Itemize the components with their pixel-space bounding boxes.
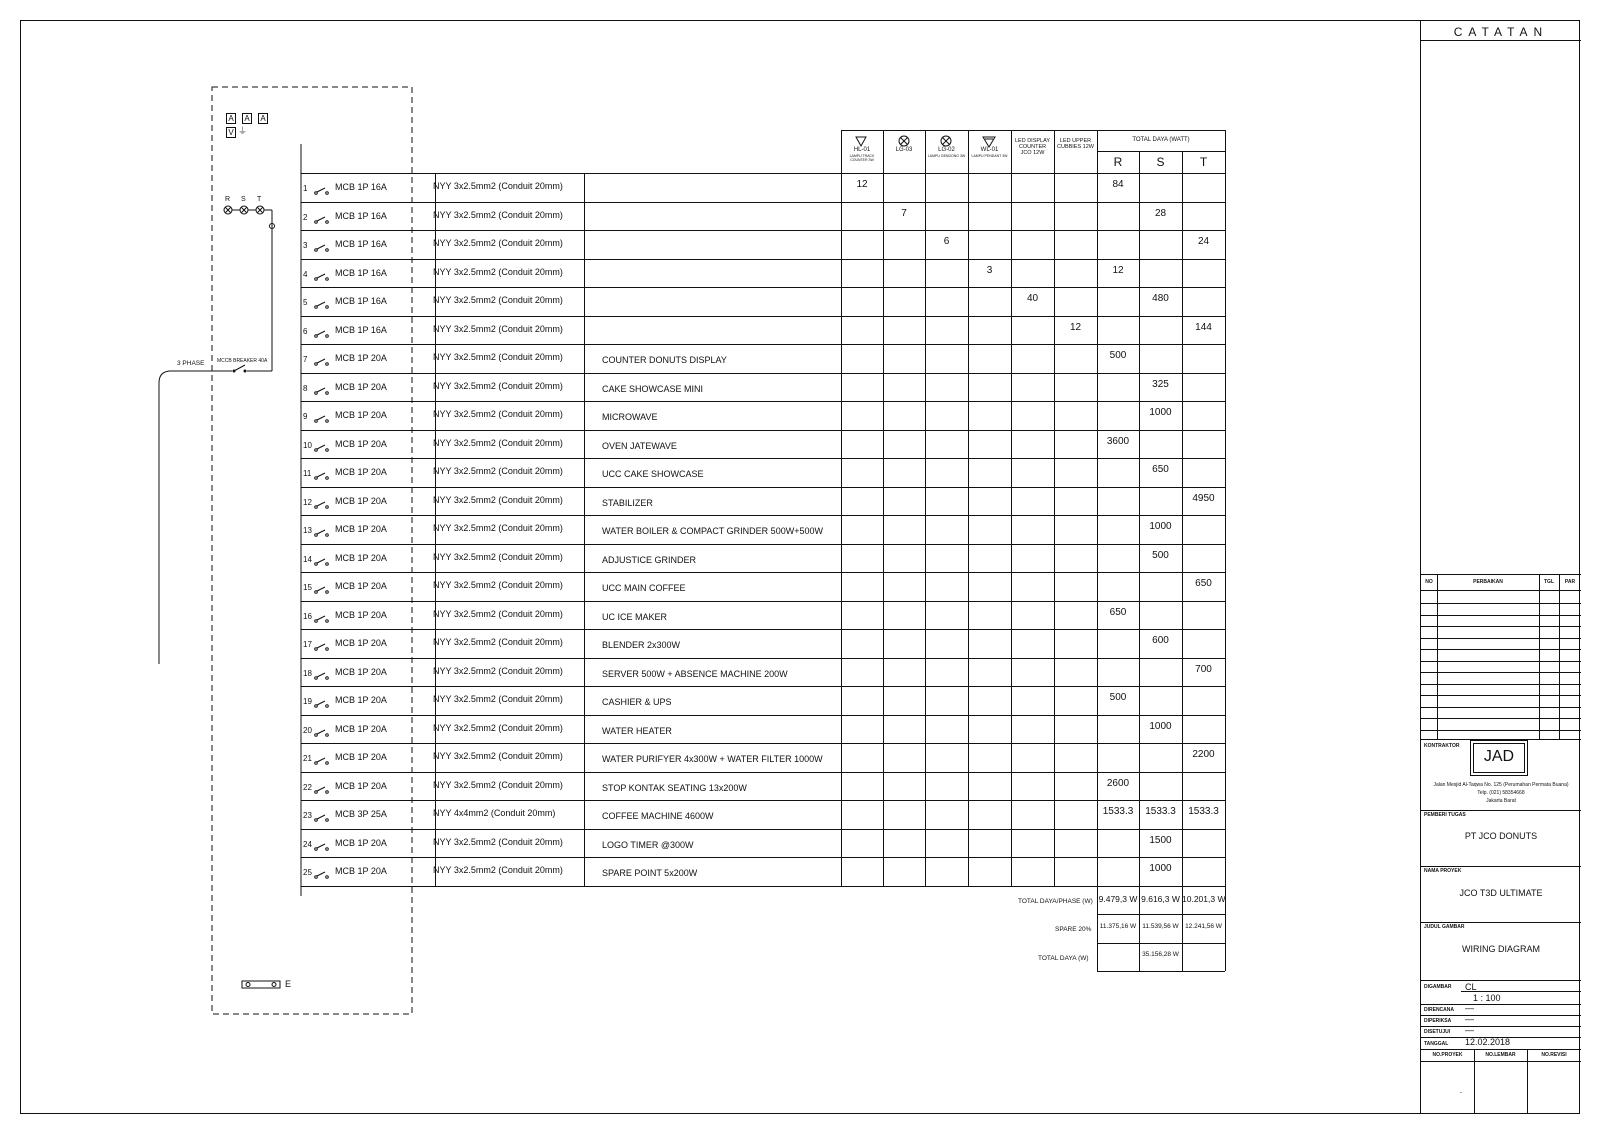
fixture-qty: 7 — [901, 207, 907, 219]
mccb-label: MCCB BREAKER 40A — [217, 358, 268, 364]
circuit-row — [0, 800, 1219, 821]
breaker-symbol-icon — [314, 216, 330, 224]
no-proyek-label: NO.PROYEK — [1432, 1052, 1463, 1058]
circuit-no: 6 — [303, 326, 308, 336]
phase-col-r: R — [1113, 155, 1123, 169]
breaker-symbol-icon — [314, 586, 330, 594]
breaker-symbol-icon — [314, 700, 330, 708]
circuit-row — [0, 658, 1212, 679]
feed-label: 3 PHASE — [177, 360, 205, 367]
cable-spec: NYY 3x2.5mm2 (Conduit 20mm) — [433, 238, 563, 248]
circuit-no: 2 — [303, 212, 308, 222]
cable-spec: NYY 3x2.5mm2 (Conduit 20mm) — [433, 380, 563, 391]
phase-load-t: 700 — [1195, 663, 1212, 675]
cable-spec: NYY 3x2.5mm2 (Conduit 20mm) — [433, 409, 563, 419]
circuit-row — [0, 401, 1172, 422]
breaker-rating: MCB 1P 20A — [335, 524, 387, 534]
fixture-qty: 3 — [986, 264, 993, 276]
fixture-qty: 12 — [856, 179, 868, 190]
judul-gambar-value: WIRING DIAGRAM — [1462, 944, 1540, 954]
meter-3: V — [226, 127, 236, 138]
circuit-row — [0, 544, 1169, 565]
breaker-rating: MCB 1P 20A — [335, 638, 387, 648]
no-proyek-value: - — [1459, 1089, 1463, 1096]
disetujui-label: DISETUJUI — [1424, 1029, 1451, 1035]
rev-header-perbaikan: PERBAIKAN — [1473, 579, 1503, 585]
hl-01-symbol — [856, 137, 866, 146]
breaker-rating: MCB 1P 16A — [335, 239, 387, 249]
fixture-code-1: LG-03 — [895, 147, 913, 153]
circuit-row — [0, 629, 1169, 650]
load-name: BLENDER 2x300W — [602, 640, 681, 650]
total-per-phase-label: TOTAL DAYA/PHASE (W) — [1018, 897, 1093, 905]
cable-spec: NYY 3x2.5mm2 (Conduit 20mm) — [433, 295, 563, 305]
circuit-no: 20 — [303, 725, 312, 735]
load-name: SERVER 500W + ABSENCE MACHINE 200W — [602, 668, 788, 679]
breaker-symbol-icon — [314, 330, 330, 338]
circuit-no: 5 — [303, 298, 308, 307]
cable-spec: NYY 3x2.5mm2 (Conduit 20mm) — [433, 580, 563, 590]
breaker-symbol-icon — [314, 244, 330, 252]
breaker-rating: MCB 1P 20A — [335, 837, 387, 848]
address-line-3: Jakarta Barat — [1486, 798, 1516, 804]
cable-spec: NYY 3x2.5mm2 (Conduit 20mm) — [433, 637, 563, 647]
breaker-symbol-icon — [314, 387, 330, 395]
feed-cable — [159, 371, 212, 664]
total-daya-label: TOTAL DAYA (W) — [1038, 954, 1089, 962]
phase-load-r: 500 — [1109, 692, 1127, 703]
circuit-row — [0, 259, 1124, 279]
phase-load-t: 144 — [1195, 321, 1212, 333]
circuit-no: 3 — [303, 241, 308, 250]
load-name: STOP KONTAK SEATING 13x200W — [602, 782, 747, 793]
pemberi-tugas-value: PT JCO DONUTS — [1464, 831, 1538, 841]
phase-load-s: 1000 — [1149, 521, 1172, 532]
phase-load-s: 1000 — [1149, 407, 1172, 418]
phase-load-t: 2200 — [1192, 749, 1215, 760]
rev-header-tgl: TGL — [1544, 579, 1554, 585]
phase-load-t: 1533.3 — [1188, 806, 1219, 817]
breaker-rating: MCB 1P 20A — [335, 780, 387, 791]
phase-load-s: 1500 — [1149, 834, 1172, 846]
pemberi-tugas-label: PEMBERI TUGAS — [1424, 812, 1466, 818]
circuit-row — [0, 430, 1130, 451]
breaker-symbol-icon — [314, 472, 330, 480]
phase-label-2: T — [257, 196, 262, 203]
breaker-rating: MCB 1P 20A — [335, 723, 387, 734]
breaker-symbol-icon — [314, 415, 330, 423]
total-daya-value: 35.156,28 W — [1142, 950, 1179, 958]
load-name: WATER PURIFYER 4x300W + WATER FILTER 1000W — [602, 754, 823, 764]
circuit-no: 18 — [303, 668, 312, 678]
breaker-symbol-icon — [314, 871, 330, 879]
breaker-symbol-icon — [314, 814, 330, 822]
circuit-row — [0, 686, 1127, 707]
tanggal-value: 12.02.2018 — [1465, 1037, 1511, 1047]
breaker-rating: MCB 1P 20A — [335, 438, 387, 449]
spare-phase-0: 11.375,16 W — [1099, 922, 1137, 930]
circuit-no: 4 — [303, 269, 308, 279]
cable-spec: NYY 3x2.5mm2 (Conduit 20mm) — [433, 209, 563, 220]
circuit-no: 1 — [303, 184, 308, 193]
cable-spec: NYY 3x2.5mm2 (Conduit 20mm) — [433, 266, 563, 277]
breaker-rating: MCB 1P 20A — [335, 353, 387, 363]
breaker-rating: MCB 1P 16A — [335, 324, 387, 335]
circuit-row — [0, 487, 1215, 508]
circuit-no: 14 — [303, 554, 312, 564]
load-name: COUNTER DONUTS DISPLAY — [602, 355, 727, 365]
breaker-symbol-icon — [314, 301, 330, 309]
phase-load-r: 1533.3 — [1102, 806, 1134, 817]
catatan-heading: CATATAN — [1453, 25, 1549, 39]
load-name: LOGO TIMER @300W — [602, 839, 694, 850]
breaker-rating: MCB 1P 20A — [335, 752, 387, 762]
breaker-symbol-icon — [314, 273, 330, 281]
breaker-symbol-icon — [314, 757, 330, 765]
cable-spec: NYY 3x2.5mm2 (Conduit 20mm) — [433, 551, 563, 562]
circuit-no: 21 — [303, 754, 312, 763]
fixture-qty: 40 — [1026, 293, 1039, 304]
cable-spec: NYY 3x2.5mm2 (Conduit 20mm) — [433, 751, 563, 761]
total-phase-0: 9.479,3 W — [1098, 893, 1138, 904]
ground-icon: ⏚ — [238, 126, 248, 136]
phase-load-t: 650 — [1195, 578, 1212, 589]
phase-col-t: T — [1199, 155, 1208, 169]
cable-spec: NYY 3x2.5mm2 (Conduit 20mm) — [433, 352, 563, 362]
phase-load-s: 325 — [1152, 378, 1169, 390]
circuit-row — [0, 572, 1212, 593]
circuit-row — [0, 202, 1167, 222]
load-name: COFFEE MACHINE 4600W — [602, 811, 714, 821]
phase-load-r: 500 — [1109, 350, 1127, 361]
cable-spec: NYY 3x2.5mm2 (Conduit 20mm) — [433, 608, 563, 619]
breaker-symbol-icon — [314, 529, 330, 537]
earth-label: E — [285, 979, 292, 989]
circuit-row — [0, 458, 1169, 479]
cable-spec: NYY 4x4mm2 (Conduit 20mm) — [433, 808, 556, 818]
circuit-no: 17 — [303, 640, 312, 649]
phase-load-s: 480 — [1152, 293, 1169, 304]
phase-load-s: 1000 — [1149, 863, 1172, 874]
phase-load-r: 650 — [1109, 606, 1127, 618]
spare-phase-1: 11.539,56 W — [1142, 922, 1179, 930]
circuit-no: 22 — [303, 782, 312, 792]
title-block — [1420, 20, 1581, 1114]
phase-load-t: 4950 — [1192, 492, 1215, 504]
cable-spec: NYY 3x2.5mm2 (Conduit 20mm) — [433, 494, 563, 505]
circuit-row — [0, 173, 1124, 193]
phase-load-s: 1533.3 — [1145, 806, 1176, 817]
load-name: UC ICE MAKER — [602, 611, 668, 622]
nama-proyek-label: NAMA PROYEK — [1424, 868, 1462, 874]
load-name: WATER BOILER & COMPACT GRINDER 500W+500W — [602, 526, 823, 536]
breaker-rating: MCB 1P 20A — [335, 581, 387, 591]
circuit-no: 23 — [303, 811, 312, 820]
phase-load-s: 600 — [1152, 635, 1169, 646]
total-daya-heading: TOTAL DAYA (WATT) — [1132, 137, 1190, 143]
breaker-rating: MCB 1P 20A — [335, 866, 387, 876]
cable-spec: NYY 3x2.5mm2 (Conduit 20mm) — [433, 722, 563, 733]
breaker-symbol-icon — [314, 187, 330, 195]
meter-0: A — [226, 113, 236, 124]
fixture-desc-3: LAMPU PENDANT 3W — [971, 154, 1008, 158]
meter-2: A — [258, 113, 268, 124]
cable-spec: NYY 3x2.5mm2 (Conduit 20mm) — [433, 836, 563, 847]
total-phase-1: 9.616,3 W — [1141, 893, 1180, 904]
breaker-symbol-icon — [314, 558, 330, 566]
fixture-code-0: HL-01 — [853, 147, 871, 153]
tanggal-label: TANGGAL — [1424, 1041, 1449, 1047]
fixture-code-2: LG-02 — [938, 147, 955, 153]
load-name: MICROWAVE — [602, 412, 658, 422]
breaker-rating: MCB 1P 20A — [335, 467, 387, 477]
nama-proyek-value: JCO T3D ULTIMATE — [1459, 888, 1543, 898]
phase-load-s: 500 — [1152, 549, 1169, 561]
load-name: WATER HEATER — [602, 725, 672, 736]
phase-load-r: 84 — [1112, 179, 1124, 190]
circuit-row — [0, 857, 1172, 878]
breaker-symbol-icon — [314, 501, 330, 509]
breaker-symbol-icon — [314, 729, 330, 737]
load-name: OVEN JATEWAVE — [602, 440, 677, 451]
load-name: ADJUSTICE GRINDER — [602, 554, 697, 565]
circuit-no: 13 — [303, 526, 312, 535]
breaker-symbol-icon — [314, 843, 330, 851]
circuit-no: 16 — [303, 611, 312, 621]
breaker-rating: MCB 1P 20A — [335, 609, 387, 620]
fixture-desc-5: LED UPPER CUBBIES 12W — [1057, 138, 1094, 150]
fixture-desc-0: LAMPU TRACK COUNTER 3W — [849, 154, 875, 162]
no-revisi-label: NO.REVISI — [1541, 1052, 1567, 1058]
circuit-no: 9 — [303, 412, 308, 421]
circuit-row — [0, 287, 1169, 307]
kontraktor-label: KONTRAKTOR — [1424, 743, 1460, 749]
load-name: UCC MAIN COFFEE — [602, 583, 686, 593]
diperiksa-label: DIPERIKSA — [1424, 1018, 1452, 1024]
address-line-2: Telp. (021) 58354668 — [1477, 790, 1525, 796]
total-phase-2: 10.201,3 W — [1182, 893, 1226, 904]
spare-label: SPARE 20% — [1055, 925, 1092, 933]
disetujui-value: — — [1465, 1025, 1474, 1035]
phase-load-s: 650 — [1152, 464, 1169, 475]
fixture-desc-4: LED DISPLAY COUNTER JCO 12W — [1014, 138, 1051, 156]
breaker-rating: MCB 1P 20A — [335, 666, 387, 677]
cable-spec: NYY 3x2.5mm2 (Conduit 20mm) — [433, 466, 563, 476]
circuit-no: 10 — [303, 440, 312, 450]
address-line-1: Jalan Mesjid Al-Taqwa No. 125 (Perumahan Permata Buana) — [1433, 782, 1569, 788]
load-name: UCC CAKE SHOWCASE — [602, 469, 704, 479]
circuit-no: 25 — [303, 868, 312, 877]
circuit-no: 15 — [303, 583, 312, 592]
rev-header-par: PAR — [1564, 579, 1576, 585]
breaker-symbol-icon — [314, 672, 330, 680]
load-name: CASHIER & UPS — [602, 697, 672, 707]
circuit-no: 19 — [303, 697, 312, 706]
judul-gambar-label: JUDUL GAMBAR — [1424, 924, 1465, 930]
circuit-row — [0, 230, 1210, 250]
breaker-rating: MCB 3P 25A — [335, 809, 387, 819]
phase-col-s: S — [1156, 155, 1165, 169]
cable-spec: NYY 3x2.5mm2 (Conduit 20mm) — [433, 437, 563, 448]
no-lembar-label: NO.LEMBAR — [1485, 1052, 1516, 1058]
circuit-row — [0, 316, 1212, 336]
breaker-rating: MCB 1P 16A — [335, 182, 387, 192]
load-name: SPARE POINT 5x200W — [602, 868, 698, 878]
circuit-row — [0, 373, 1169, 394]
cable-spec: NYY 3x2.5mm2 (Conduit 20mm) — [433, 779, 563, 790]
meter-1: A — [242, 113, 252, 124]
breaker-rating: MCB 1P 20A — [335, 495, 387, 506]
cable-spec: NYY 3x2.5mm2 (Conduit 20mm) — [433, 694, 563, 704]
circuit-row — [0, 829, 1172, 850]
scale-value: 1 : 100 — [1473, 993, 1501, 1003]
circuit-row — [0, 715, 1172, 736]
phase-load-r: 12 — [1112, 264, 1124, 276]
cable-spec: NYY 3x2.5mm2 (Conduit 20mm) — [433, 865, 563, 875]
breaker-rating: MCB 1P 20A — [335, 410, 387, 420]
circuit-no: 12 — [303, 497, 312, 507]
circuit-no: 11 — [303, 469, 312, 478]
digambar-value: CL — [1465, 982, 1477, 992]
cable-spec: NYY 3x2.5mm2 (Conduit 20mm) — [433, 181, 563, 191]
phase-label-0: R — [225, 196, 231, 203]
breaker-symbol-icon — [314, 358, 330, 366]
phase-load-r: 3600 — [1106, 435, 1130, 447]
breaker-symbol-icon — [314, 786, 330, 794]
breaker-rating: MCB 1P 16A — [335, 296, 387, 306]
breaker-symbol-icon — [314, 615, 330, 623]
circuit-no: 7 — [303, 355, 308, 364]
circuit-row — [0, 772, 1130, 793]
spare-phase-2: 12.241,56 W — [1185, 922, 1222, 930]
phase-load-s: 1000 — [1149, 720, 1172, 732]
breaker-rating: MCB 1P 16A — [335, 210, 387, 221]
breaker-rating: MCB 1P 20A — [335, 695, 387, 705]
breaker-rating: MCB 1P 20A — [335, 552, 387, 563]
diperiksa-value: — — [1465, 1014, 1474, 1024]
rev-header-no: NO — [1425, 579, 1433, 585]
fixture-qty: 12 — [1069, 321, 1082, 333]
fixture-desc-2: LAMPU GENDONG 3W — [927, 154, 966, 158]
load-name: CAKE SHOWCASE MINI — [602, 383, 704, 394]
phase-load-r: 2600 — [1106, 777, 1130, 789]
phase-load-t: 24 — [1197, 236, 1210, 247]
circuit-no: 8 — [303, 383, 308, 393]
digambar-label: DIGAMBAR — [1424, 984, 1452, 990]
circuit-no: 24 — [303, 839, 312, 849]
fixture-code-3: WL-01 — [980, 147, 999, 153]
cable-spec: NYY 3x2.5mm2 (Conduit 20mm) — [433, 665, 563, 676]
direncana-label: DIRENCANA — [1424, 1007, 1454, 1013]
breaker-rating: MCB 1P 16A — [335, 267, 387, 278]
circuit-row — [0, 515, 1172, 536]
load-name: STABILIZER — [602, 497, 653, 508]
fixture-qty: 6 — [943, 236, 950, 247]
contractor-logo-text: JAD — [1483, 748, 1515, 765]
circuit-row — [0, 601, 1127, 622]
cable-spec: NYY 3x2.5mm2 (Conduit 20mm) — [433, 523, 563, 533]
circuit-row — [0, 743, 1215, 764]
phase-load-s: 28 — [1154, 207, 1167, 219]
breaker-symbol-icon — [314, 643, 330, 651]
breaker-rating: MCB 1P 20A — [335, 381, 387, 392]
direncana-value: — — [1465, 1003, 1474, 1013]
breaker-symbol-icon — [314, 444, 330, 452]
phase-label-1: S — [241, 196, 246, 203]
cable-spec: NYY 3x2.5mm2 (Conduit 20mm) — [433, 323, 563, 334]
